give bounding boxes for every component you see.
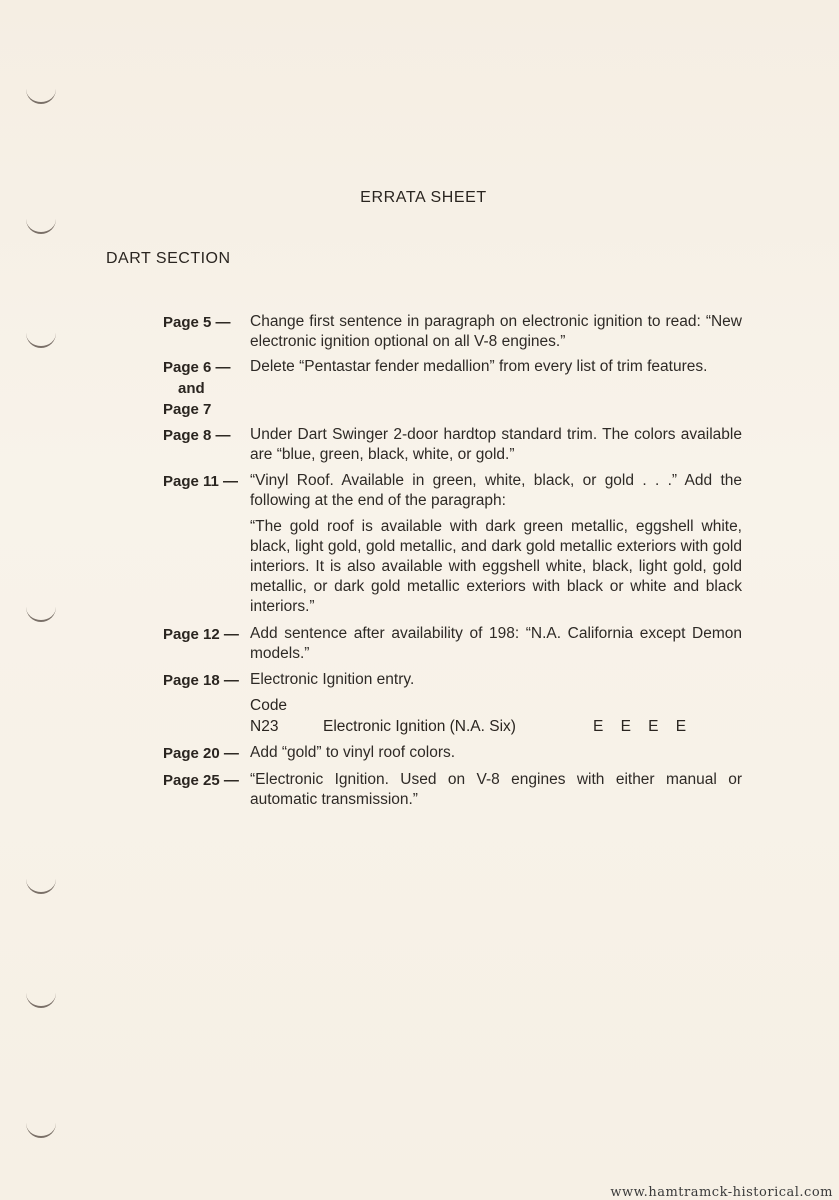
page-reference-label: Page 6 — — [163, 359, 231, 376]
errata-text: “Vinyl Roof. Available in green, white, black, or gold . . .” Add the following at the end of the paragraph: — [250, 472, 742, 509]
page-title: ERRATA SHEET — [360, 189, 487, 206]
section-heading: DART SECTION — [106, 250, 231, 267]
binder-hole-icon — [26, 86, 56, 104]
errata-text: Add “gold” to vinyl roof colors. — [250, 744, 456, 761]
page-reference-label: Page 25 — — [163, 772, 239, 789]
page-reference — [163, 471, 248, 492]
binder-hole-icon — [26, 330, 56, 348]
errata-text: Electronic Ignition entry. — [250, 671, 415, 688]
page-reference-label: Page 18 — — [163, 672, 239, 689]
option-code: N23 — [250, 718, 279, 735]
binder-hole-icon — [26, 604, 56, 622]
errata-text: Add sentence after availability of 198: “N.A. California except Demon models.” — [250, 625, 742, 662]
page-reference — [163, 425, 248, 446]
binder-hole-icon — [26, 216, 56, 234]
errata-text: “Electronic Ignition. Used on V-8 engines with either manual or automatic transmission.” — [250, 771, 742, 808]
page-reference-label: Page 7 — [163, 401, 212, 418]
page-reference-label: and — [178, 380, 205, 397]
page-reference-label: Page 12 — — [163, 626, 239, 643]
code-header: Code — [250, 697, 288, 714]
watermark-url: www.hamtramck-historical.com — [610, 1185, 833, 1200]
errata-text: Under Dart Swinger 2-door hardtop standard trim. The colors available are “blue, green, black, white, or gold.” — [250, 426, 742, 463]
errata-text: Delete “Pentastar fender medallion” from every list of trim features. — [250, 358, 708, 375]
binder-hole-icon — [26, 876, 56, 894]
binder-hole-icon — [26, 1120, 56, 1138]
page-reference — [163, 624, 248, 645]
errata-text: Change first sentence in paragraph on electronic ignition to read: “New electronic ignition optional on all V-8 engines.” — [250, 313, 742, 350]
page-reference-label: Page 20 — — [163, 745, 239, 762]
page-reference — [163, 743, 248, 764]
page-reference — [163, 357, 248, 420]
binder-hole-icon — [26, 990, 56, 1008]
errata-quote: “The gold roof is available with dark green metallic, eggshell white, black, light gold, gold metallic, and dark gold metallic exteriors with gold interiors. It is also available with eggshell white, black, light gold, gold metallic, or dark gold metallic exteriors with black or white and black interiors.” — [250, 518, 742, 615]
option-description: Electronic Ignition (N.A. Six) — [323, 718, 516, 735]
page-reference-label: Page 5 — — [163, 314, 231, 331]
option-availability: E E E E — [593, 718, 687, 735]
page-reference-label: Page 11 — — [163, 473, 239, 490]
page-reference — [163, 670, 248, 691]
page-reference — [163, 770, 248, 791]
page-reference — [163, 312, 248, 333]
page-reference-label: Page 8 — — [163, 427, 231, 444]
